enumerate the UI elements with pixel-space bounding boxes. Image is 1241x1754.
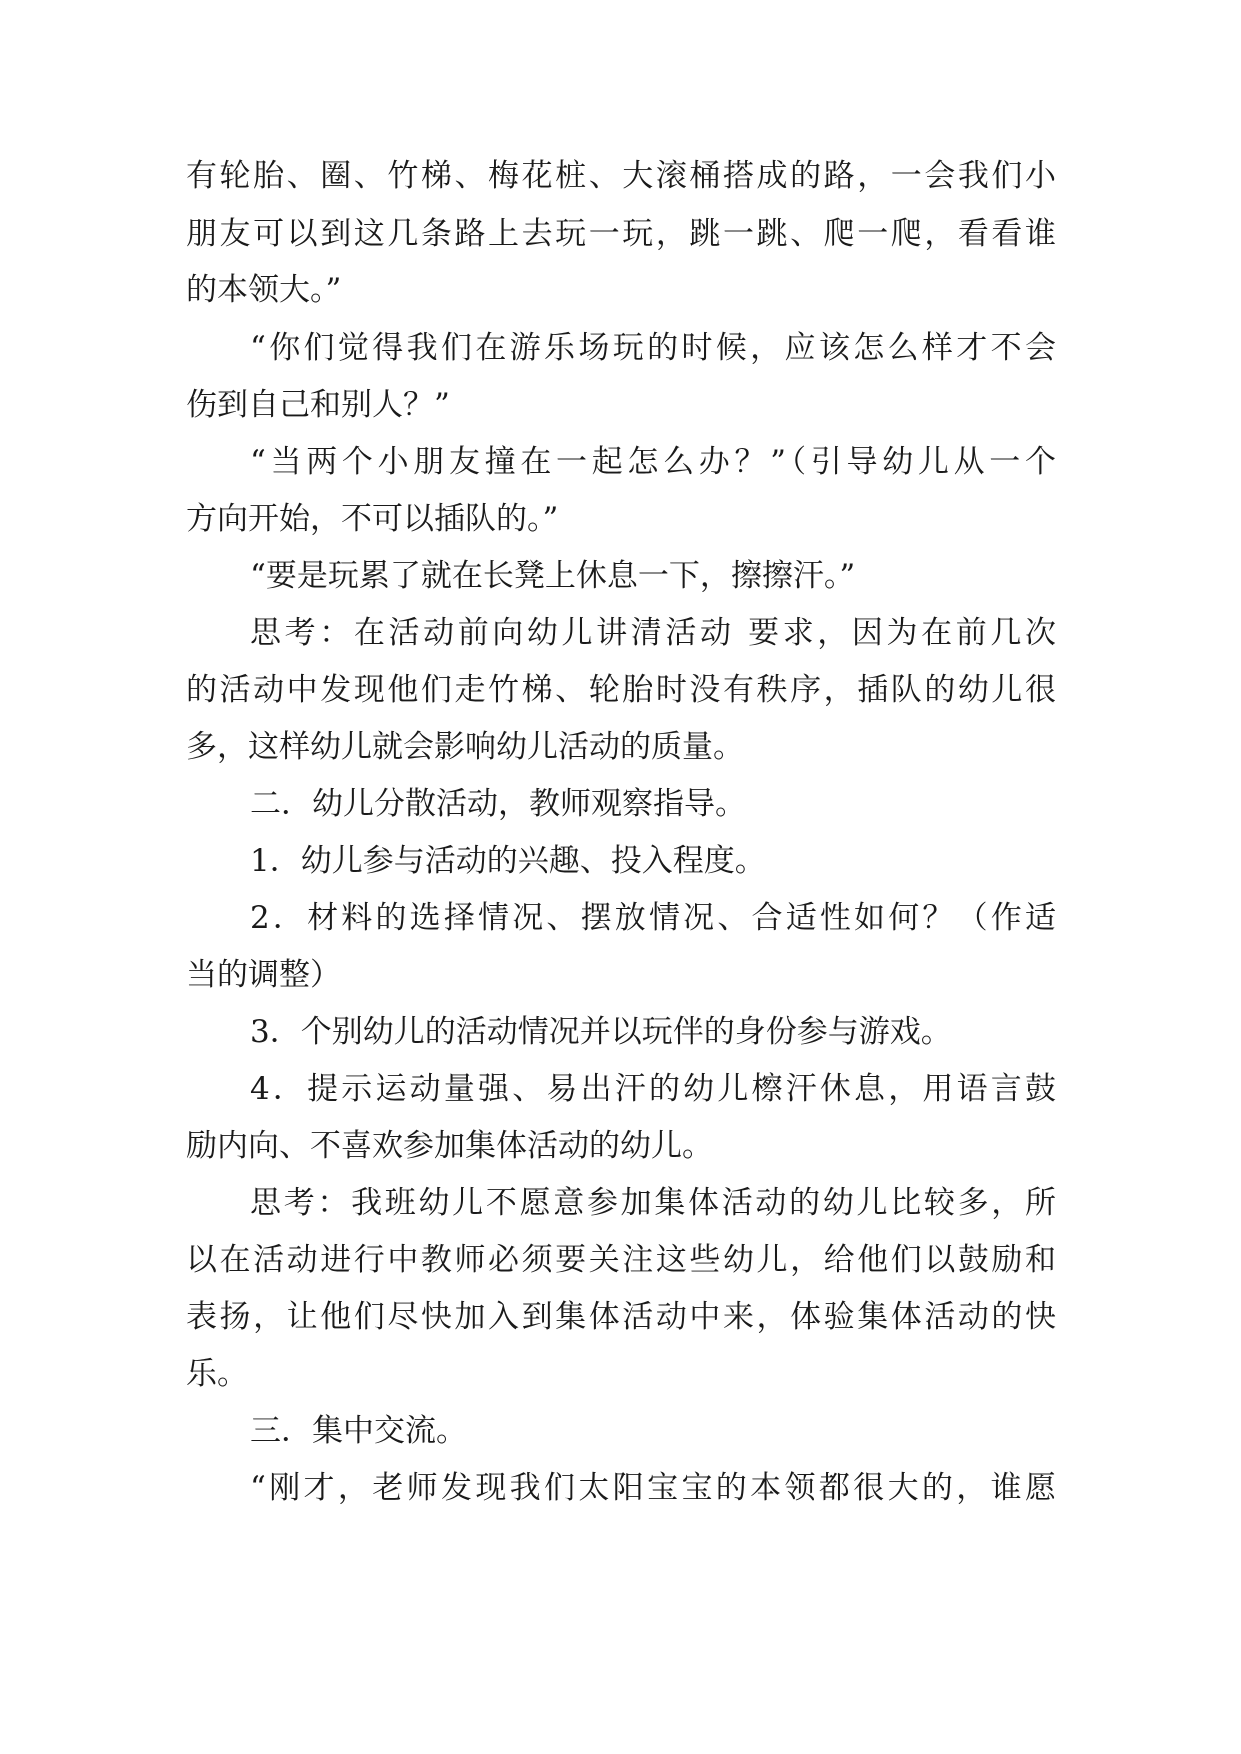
- text-line: “你们觉得我们在游乐场玩的时候，应该怎么样才不会: [250, 330, 1056, 366]
- section-heading: 三．集中交流。: [250, 1413, 467, 1449]
- list-item: 1．幼儿参与活动的兴趣、投入程度。: [250, 843, 766, 879]
- text-line: “当两个小朋友撞在一起怎么办？”（引导幼儿从一个: [250, 444, 1056, 480]
- text-line: 乐。: [186, 1356, 248, 1392]
- text-line: “刚才，老师发现我们太阳宝宝的本领都很大的，谁愿: [250, 1470, 1056, 1506]
- text-line: “要是玩累了就在长凳上休息一下，擦擦汗。”: [250, 558, 856, 594]
- text-line: 的本领大。”: [186, 272, 342, 308]
- text-line: 伤到自己和别人？”: [186, 387, 450, 423]
- text-line: 有轮胎、圈、竹梯、梅花桩、大滚桶搭成的路，一会我们小: [186, 158, 1056, 194]
- section-heading: 二．幼儿分散活动，教师观察指导。: [250, 786, 746, 822]
- text-line: 励内向、不喜欢参加集体活动的幼儿。: [186, 1128, 713, 1164]
- list-item: 2．材料的选择情况、摆放情况、合适性如何？（作适: [250, 900, 1056, 936]
- text-line: 多，这样幼儿就会影响幼儿活动的质量。: [186, 729, 744, 765]
- text-line: 思考：我班幼儿不愿意参加集体活动的幼儿比较多，所: [250, 1185, 1056, 1221]
- text-line: 的活动中发现他们走竹梯、轮胎时没有秩序，插队的幼儿很: [186, 672, 1056, 708]
- text-line: 当的调整）: [186, 957, 341, 993]
- list-item: 3．个别幼儿的活动情况并以玩伴的身份参与游戏。: [250, 1014, 952, 1050]
- text-line: 表扬，让他们尽快加入到集体活动中来，体验集体活动的快: [186, 1299, 1056, 1335]
- text-line: 思考：在活动前向幼儿讲清活动 要求，因为在前几次: [250, 615, 1056, 651]
- text-line: 朋友可以到这几条路上去玩一玩，跳一跳、爬一爬，看看谁: [186, 216, 1056, 252]
- text-line: 方向开始，不可以插队的。”: [186, 501, 559, 537]
- list-item: 4．提示运动量强、易出汗的幼儿檫汗休息，用语言鼓: [250, 1071, 1056, 1107]
- text-line: 以在活动进行中教师必须要关注这些幼儿，给他们以鼓励和: [186, 1242, 1056, 1278]
